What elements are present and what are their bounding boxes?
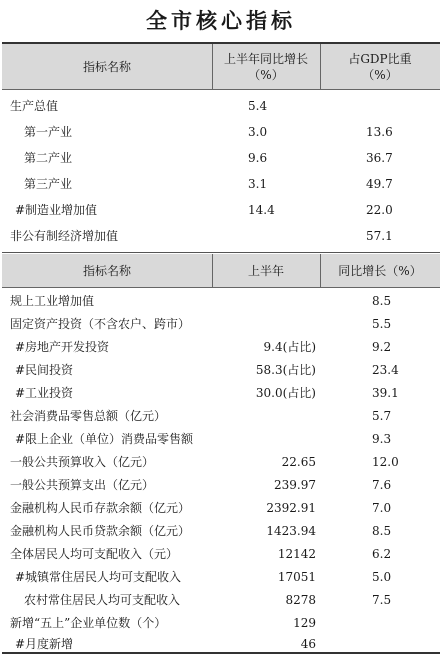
table1-header-growth [212, 44, 320, 89]
row-name: 规上工业增加值 [10, 294, 95, 308]
row-half-year: 30.0(占比) [255, 386, 316, 400]
row-name: 一般公共预算支出（亿元） [10, 478, 155, 492]
row-name: #城镇常住居民人均可支配收入 [15, 570, 182, 584]
row-name: #民间投资 [15, 363, 74, 377]
table-row [2, 427, 440, 451]
table-row [2, 312, 440, 336]
row-growth: 9.3 [372, 432, 392, 446]
row-growth: 5.7 [372, 409, 392, 423]
table1-header-name [2, 44, 212, 89]
header-label: 上半年同比增长 [223, 51, 308, 66]
core-indicators-table [2, 42, 440, 654]
table-row [2, 198, 440, 222]
table-row [2, 335, 440, 359]
table2-header-growth [320, 254, 440, 287]
row-name: 农村常住居民人均可支配收入 [24, 593, 181, 607]
row-half-year: 22.65 [281, 455, 316, 469]
table-row [2, 172, 440, 196]
table-row [2, 588, 440, 612]
header-label: 同比增长（%） [338, 263, 422, 278]
table-row [2, 120, 440, 144]
row-name: 新增“五上”企业单位数（个） [10, 616, 167, 630]
table1-header-gdp-share [320, 44, 440, 89]
row-name: #房地产开发投资 [15, 340, 110, 354]
row-name: 第一产业 [24, 125, 73, 139]
header-unit: （%） [362, 67, 398, 82]
row-name: #制造业增加值 [15, 203, 98, 217]
header-label: 占GDP比重 [348, 51, 412, 66]
table-row [2, 473, 440, 497]
row-share: 57.1 [366, 229, 393, 243]
row-name: 第三产业 [24, 177, 73, 191]
row-half-year: 9.4(占比) [263, 340, 316, 354]
row-growth: 8.5 [372, 294, 392, 308]
table-row [2, 146, 440, 170]
row-growth: 23.4 [372, 363, 399, 377]
row-growth: 7.6 [372, 478, 392, 492]
row-growth: 12.0 [372, 455, 399, 469]
row-share: 49.7 [366, 177, 393, 191]
table-row [2, 632, 440, 656]
table-row [2, 450, 440, 474]
table2-header-name [2, 254, 212, 287]
table-row [2, 519, 440, 543]
table-row [2, 289, 440, 313]
table2-header-half-year [212, 254, 320, 287]
table-row [2, 381, 440, 405]
row-name: 全体居民人均可支配收入（元） [10, 547, 179, 561]
table-row [2, 542, 440, 566]
header-label: 上半年 [247, 263, 284, 278]
row-half-year: 46 [300, 637, 316, 651]
row-growth: 7.0 [372, 501, 392, 515]
row-half-year: 129 [293, 616, 316, 630]
table2-header [2, 254, 440, 288]
row-name: #限上企业（单位）消费品零售额 [15, 432, 194, 446]
row-growth: 3.1 [248, 177, 268, 191]
row-half-year: 12142 [277, 547, 316, 561]
row-growth: 5.5 [372, 317, 392, 331]
row-name: #工业投资 [15, 386, 74, 400]
row-half-year: 17051 [277, 570, 316, 584]
row-name: #月度新增 [15, 637, 74, 651]
row-growth: 5.0 [372, 570, 392, 584]
row-name: 非公有制经济增加值 [10, 229, 119, 243]
row-growth: 6.2 [372, 547, 392, 561]
row-name: 金融机构人民币贷款余额（亿元） [10, 524, 191, 538]
table1-header [2, 44, 440, 90]
header-unit: （%） [248, 67, 284, 82]
row-name: 社会消费品零售总额（亿元） [10, 409, 167, 423]
table-row [2, 94, 440, 118]
table-row [2, 565, 440, 589]
header-label: 指标名称 [82, 263, 131, 278]
row-share: 22.0 [366, 203, 393, 217]
table-row [2, 358, 440, 382]
row-growth: 8.5 [372, 524, 392, 538]
row-growth: 3.0 [248, 125, 268, 139]
row-share: 36.7 [366, 151, 393, 165]
row-name: 金融机构人民币存款余额（亿元） [10, 501, 191, 515]
row-growth: 14.4 [248, 203, 275, 217]
table-row [2, 496, 440, 520]
table-row [2, 404, 440, 428]
row-growth: 5.4 [248, 99, 268, 113]
row-half-year: 239.97 [274, 478, 316, 492]
row-half-year: 2392.91 [266, 501, 316, 515]
row-name: 第二产业 [24, 151, 73, 165]
row-half-year: 1423.94 [266, 524, 316, 538]
row-name: 一般公共预算收入（亿元） [10, 455, 155, 469]
header-label: 指标名称 [82, 59, 131, 74]
table-row [2, 224, 440, 248]
row-half-year: 58.3(占比) [255, 363, 316, 377]
row-growth: 9.2 [372, 340, 392, 354]
section-divider [2, 252, 440, 253]
row-name: 固定资产投资（不含农户、跨市） [10, 317, 191, 331]
row-name: 生产总值 [10, 99, 59, 113]
row-growth: 9.6 [248, 151, 268, 165]
row-share: 13.6 [366, 125, 393, 139]
row-half-year: 8278 [285, 593, 316, 607]
row-growth: 39.1 [372, 386, 399, 400]
page-title: 全市核心指标 [146, 8, 296, 33]
row-growth: 7.5 [372, 593, 392, 607]
